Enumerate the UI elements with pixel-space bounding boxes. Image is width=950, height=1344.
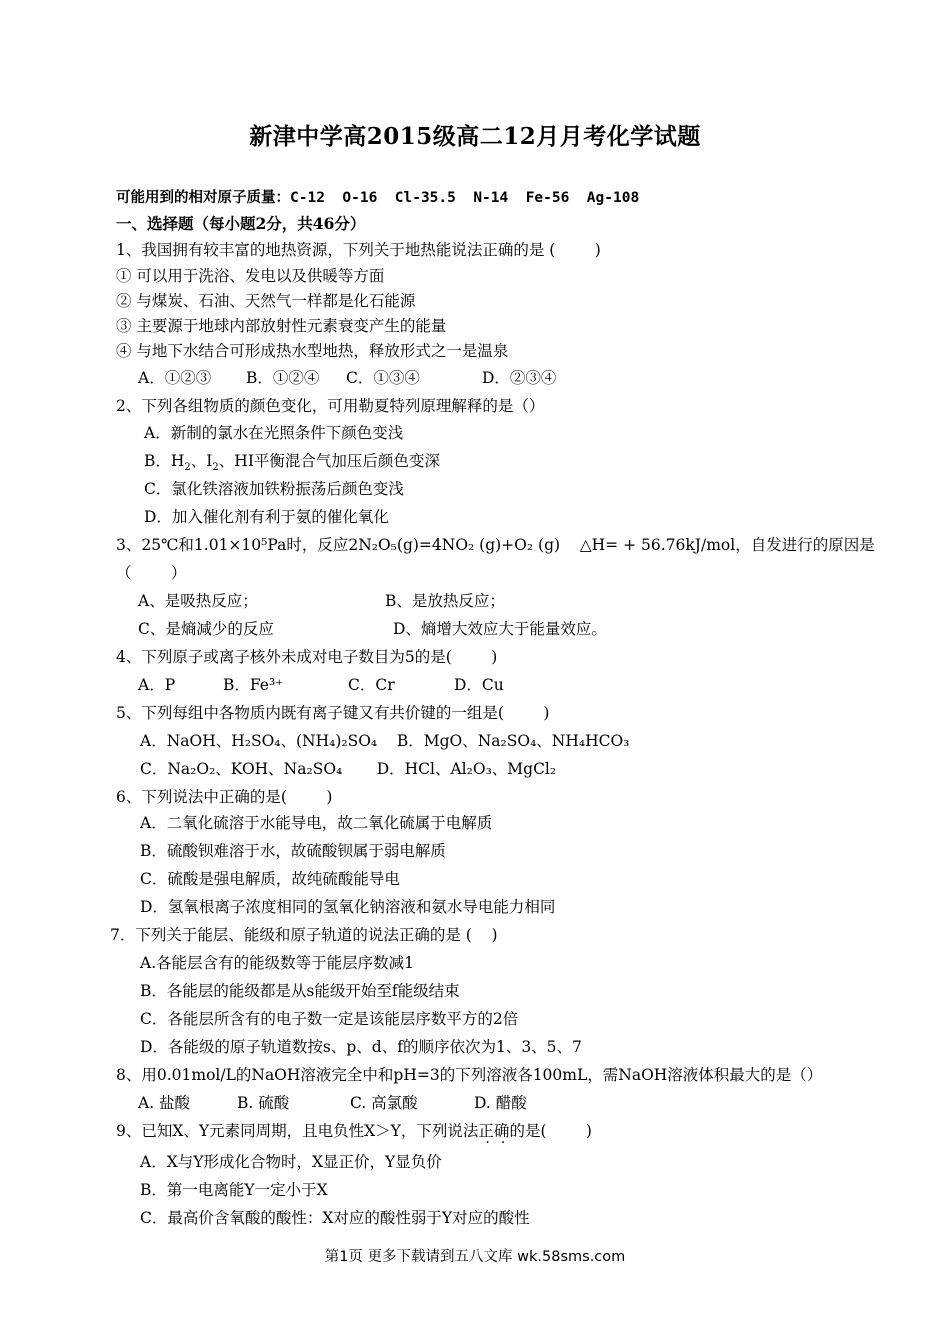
question-7-option-a: A.各能层含有的能级数等于能层序数减1 bbox=[140, 954, 414, 972]
question-8-option-d: D. 醋酸 bbox=[474, 1094, 527, 1112]
question-8-stem: 8、用0.01mol/L的NaOH溶液完全中和pH=3的下列溶液各100mL，需NaOH溶液体积最大的是（） bbox=[116, 1066, 823, 1084]
question-7-option-b: B．各能层的能级都是从s能级开始至f能级结束 bbox=[140, 982, 460, 1000]
question-3-option-b: B、是放热反应； bbox=[385, 592, 505, 610]
question-5-options-ab: A．NaOH、H₂SO₄、(NH₄)₂SO₄ B．MgO、Na₂SO₄、NH₄HCO₃ bbox=[140, 732, 630, 750]
question-3-option-a: A、是吸热反应； bbox=[138, 592, 258, 610]
question-1-statement-2: ② 与煤炭、石油、天然气一样都是化石能源 bbox=[116, 292, 416, 310]
question-2-option-c: C．氯化铁溶液加铁粉振荡后颜色变浅 bbox=[144, 480, 404, 498]
question-3-stem: 3、25℃和1.01×10⁵Pa时，反应2N₂O₅(g)=4NO₂ (g)+O₂ (g) △H= + 56.76kJ/mol，自发进行的原因是 bbox=[116, 536, 875, 554]
question-5-stem: 5、下列每组中各物质内既有离子键又有共价键的一组是( ) bbox=[116, 704, 550, 722]
question-7-option-d: D．各能级的原子轨道数按s、p、d、f的顺序依次为1、3、5、7 bbox=[140, 1038, 582, 1056]
question-1-option-a: A．①②③ bbox=[138, 369, 212, 387]
section-heading: 一、选择题（每小题2分，共46分） bbox=[116, 214, 366, 233]
page-footer: 第1页 更多下载请到五八文库 wk.58sms.com bbox=[324, 1249, 626, 1265]
question-6-stem: 6、下列说法中正确的是( ) bbox=[116, 788, 333, 806]
question-7-stem: 7．下列关于能层、能级和原子轨道的说法正确的是 ( ) bbox=[110, 926, 498, 944]
question-6-option-c: C．硫酸是强电解质，故纯硫酸能导电 bbox=[140, 870, 400, 888]
question-1-option-d: D．②③④ bbox=[482, 369, 557, 387]
question-2-option-a: A．新制的氯水在光照条件下颜色变浅 bbox=[144, 424, 404, 442]
question-9-option-c: C．最高价含氧酸的酸性：X对应的酸性弱于Y对应的酸性 bbox=[140, 1209, 530, 1227]
question-8-option-a: A. 盐酸 bbox=[138, 1094, 191, 1112]
question-6-option-b: B．硫酸钡难溶于水，故硫酸钡属于弱电解质 bbox=[140, 842, 446, 860]
question-3-option-d: D、熵增大效应大于能量效应。 bbox=[393, 620, 607, 638]
question-7-option-c: C．各能层所含有的电子数一定是该能层序数平方的2倍 bbox=[140, 1010, 519, 1028]
question-2-option-b: B．$H_2$、$I_2$、HI平衡混合气加压后颜色变深 bbox=[144, 452, 440, 474]
question-9-option-b: B．第一电离能Y一定小于X bbox=[140, 1181, 328, 1199]
question-9-option-a: A．X与Y形成化合物时，X显正价，Y显负价 bbox=[140, 1153, 442, 1171]
question-6-option-d: D．氢氧根离子浓度相同的氢氧化钠溶液和氨水导电能力相同 bbox=[140, 898, 556, 916]
question-1-statement-3: ③ 主要源于地球内部放射性元素衰变产生的能量 bbox=[116, 317, 447, 335]
question-3-option-c: C、是熵减少的反应 bbox=[138, 620, 274, 638]
question-3-answer-blank: （ ） bbox=[116, 564, 187, 582]
question-1-option-b: B．①②④ bbox=[246, 369, 320, 387]
question-4-option-b: B．Fe³⁺ bbox=[223, 676, 284, 694]
question-1-option-c: C．①③④ bbox=[346, 369, 420, 387]
question-6-option-a: A．二氧化硫溶于水能导电，故二氧化硫属于电解质 bbox=[140, 814, 493, 832]
question-2-option-d: D．加入催化剂有利于氨的催化氧化 bbox=[144, 508, 389, 526]
question-8-option-b: B. 硫酸 bbox=[237, 1094, 290, 1112]
page-title: 新津中学高2015级高二12月月考化学试题 bbox=[249, 123, 701, 150]
question-5-options-cd: C．Na₂O₂、KOH、Na₂SO₄ D．HCl、Al₂O₃、MgCl₂ bbox=[140, 760, 557, 778]
atomic-masses-line: 可能用到的相对原子质量：C-12 O-16 Cl-35.5 N-14 Fe-56 Ag-108 bbox=[116, 190, 640, 206]
question-9-stem: 9、已知X、Y元素同周期，且电负性X＞Y，下列说法正确的是( ) bbox=[116, 1122, 592, 1140]
question-4-option-c: C．Cr bbox=[348, 676, 395, 694]
question-4-option-d: D．Cu bbox=[454, 676, 504, 694]
question-8-option-c: C. 高氯酸 bbox=[350, 1094, 418, 1112]
question-1-stem: 1、我国拥有较丰富的地热资源，下列关于地热能说法正确的是 ( ) bbox=[116, 241, 601, 259]
question-2-stem: 2、下列各组物质的颜色变化，可用勒夏特列原理解释的是（） bbox=[116, 397, 545, 415]
question-4-stem: 4、下列原子或离子核外未成对电子数目为5的是( ) bbox=[116, 648, 498, 666]
question-1-statement-1: ① 可以用于洗浴、发电以及供暖等方面 bbox=[116, 267, 385, 285]
question-4-option-a: A．P bbox=[138, 676, 176, 694]
question-1-statement-4: ④ 与地下水结合可形成热水型地热，释放形式之一是温泉 bbox=[116, 342, 509, 360]
